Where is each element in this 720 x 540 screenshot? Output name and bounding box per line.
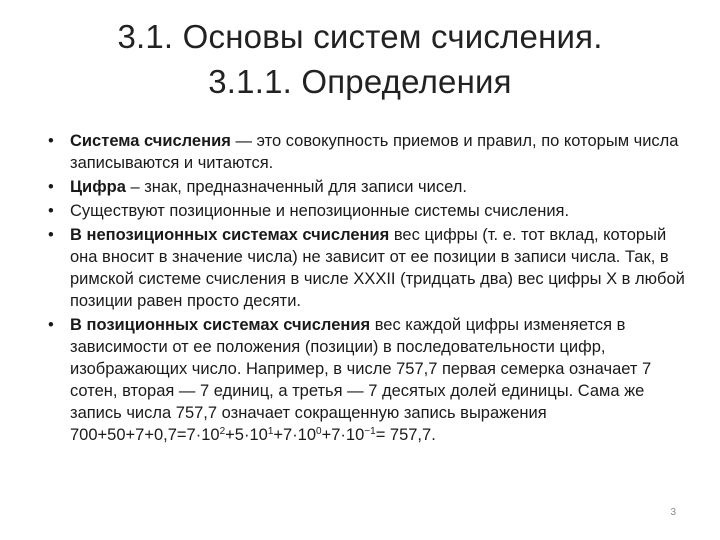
term-non-positional: В непозиционных системах счисления <box>70 226 390 244</box>
list-item <box>46 200 686 222</box>
definition-positional: вес каждой цифры изменяется в зависимости от ее положения (позиции) в последовательности цифр, изображающих число. Например, в числе 757,7 первая семерка означает 7 сотен, вторая — 7 единиц, а третья — 7 десятых долей единицы. Сама же запись числа 757,7 означает сокращенную запись выражения 700+50+7+0,7=7 <box>70 316 652 444</box>
bullet-icon: • <box>48 132 54 150</box>
slide-title <box>0 14 720 104</box>
term-positional: В позиционных системах счисления <box>70 316 371 334</box>
bullet-icon: • <box>48 226 54 244</box>
title-line-1: 3.1. Основы систем счисления. <box>117 18 603 55</box>
list-item <box>46 314 686 446</box>
definition-non-positional: вес цифры (т. е. тот вклад, который она вносит в значение числа) не зависит от ее позиции в записи числа. Так, в римской системе счисления в числе XXXII (тридцать два) вес цифры X в любой позиции равен просто десяти. <box>70 226 685 310</box>
list-item <box>46 224 686 312</box>
bullet-icon: • <box>48 178 54 196</box>
term-digit: Цифра <box>70 178 126 196</box>
bullet-list <box>46 130 686 448</box>
page-number: 3 <box>670 507 676 518</box>
bullet-icon: • <box>48 316 54 334</box>
title-line-2: 3.1.1. Определения <box>208 63 512 100</box>
list-item <box>46 130 686 174</box>
term-number-system: Система счисления <box>70 132 231 150</box>
definition-digit: – знак, предназначенный для записи чисел. <box>125 178 467 196</box>
statement-system-types: Существуют позиционные и непозиционные системы счисления. <box>70 202 570 220</box>
bullet-icon: • <box>48 202 54 220</box>
definition-number-system: — это совокупность приемов и правил, по которым числа записываются и читаются. <box>70 132 679 172</box>
list-item <box>46 176 686 198</box>
formula: $\cdot 10^2+5\cdot 10^1+7\cdot 10^0+7\cdot 10^{-1}= 757,7$. <box>195 426 436 444</box>
